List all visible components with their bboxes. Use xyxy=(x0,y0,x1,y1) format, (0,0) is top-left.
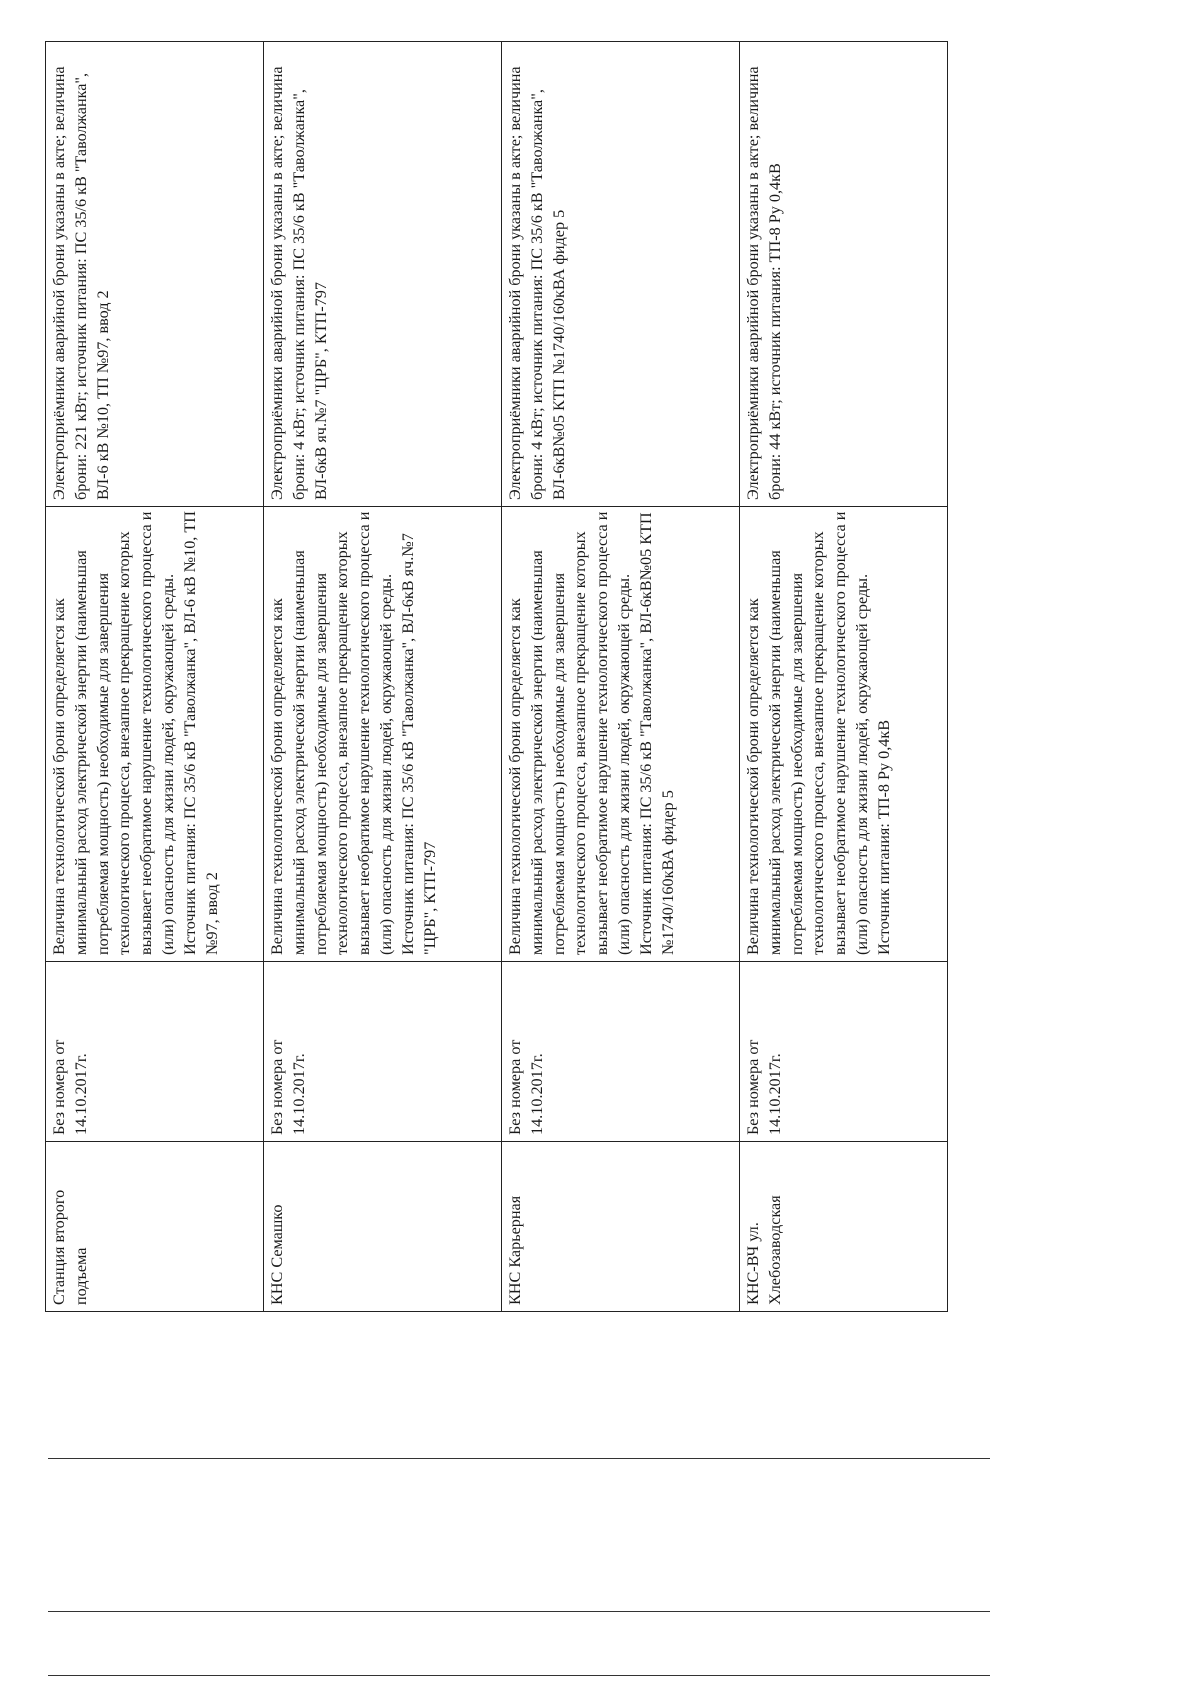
act-reference: Без номера от 14.10.2017г. xyxy=(268,1039,308,1135)
act-cell xyxy=(264,962,502,1142)
tech-reserve-text: Величина технологической брони определяется как минимальный расход электрической энергии (наименьшая потребляемая мощность) необходимые для завершения технологического процесса, внезапное прекращение которых вызывает необратимое нарушение технологического процесса и (или) опасность для жизни людей, окружающей среды. Источник питания: ТП-8 Ру 0,4кВ xyxy=(744,511,893,955)
act-reference: Без номера от 14.10.2017г. xyxy=(744,1039,784,1135)
emergency-reserve-cell xyxy=(264,42,502,507)
tech-reserve-cell xyxy=(502,507,740,962)
facility-name-cell xyxy=(46,1142,264,1312)
emergency-reserve-text: Электроприёмники аварийной брони указаны в акте; величина брони: 4 кВт; источник питания: ПС 35/6 кВ "Таволжанка", ВЛ-6кВ№05 КТП №1740/160кВА фидер 5 xyxy=(506,66,568,500)
facility-name: КНС Карьерная xyxy=(506,1195,524,1305)
reservation-table xyxy=(45,41,948,1312)
rule-line xyxy=(48,1611,990,1612)
emergency-reserve-cell xyxy=(46,42,264,507)
act-cell xyxy=(502,962,740,1142)
facility-name-cell xyxy=(264,1142,502,1312)
table-row xyxy=(502,42,740,1312)
facility-name-cell xyxy=(740,1142,948,1312)
tech-reserve-cell xyxy=(46,507,264,962)
emergency-reserve-cell xyxy=(502,42,740,507)
rotated-table-page xyxy=(45,42,1045,1312)
tech-reserve-cell xyxy=(264,507,502,962)
emergency-reserve-text: Электроприёмники аварийной брони указаны в акте; величина брони: 4 кВт; источник питания: ПС 35/6 кВ "Таволжанка", ВЛ-6кВ яч.№7 "ЦРБ", КТП-797 xyxy=(268,66,330,500)
tech-reserve-text: Величина технологической брони определяется как минимальный расход электрической энергии (наименьшая потребляемая мощность) необходимые для завершения технологического процесса, внезапное прекращение которых вызывает необратимое нарушение технологического процесса и (или) опасность для жизни людей, окружающей среды. Источник питания: ПС 35/6 кВ "Таволжанка", ВЛ-6 кВ №10, ТП №97, ввод 2 xyxy=(50,511,221,955)
emergency-reserve-text: Электроприёмники аварийной брони указаны в акте; величина брони: 221 кВт; источник питания: ПС 35/6 кВ "Таволжанка", ВЛ-6 кВ №10, ТП №97, ввод 2 xyxy=(50,66,112,500)
tech-reserve-cell xyxy=(740,507,948,962)
facility-name-cell xyxy=(502,1142,740,1312)
table-row xyxy=(264,42,502,1312)
table-row xyxy=(46,42,264,1312)
rule-line xyxy=(48,1458,990,1459)
facility-name: КНС Семашко xyxy=(268,1204,286,1305)
act-reference: Без номера от 14.10.2017г. xyxy=(506,1039,546,1135)
act-cell xyxy=(46,962,264,1142)
facility-name: Станция второго подъема xyxy=(50,1189,90,1305)
table-row xyxy=(740,42,948,1312)
emergency-reserve-cell xyxy=(740,42,948,507)
tech-reserve-text: Величина технологической брони определяется как минимальный расход электрической энергии (наименьшая потребляемая мощность) необходимые для завершения технологического процесса, внезапное прекращение которых вызывает необратимое нарушение технологического процесса и (или) опасность для жизни людей, окружающей среды. Источник питания: ПС 35/6 кВ "Таволжанка", ВЛ-6кВ№05 КТП №1740/160кВА фидер 5 xyxy=(506,511,677,955)
emergency-reserve-text: Электроприёмники аварийной брони указаны в акте; величина брони: 44 кВт; источник питания: ТП-8 Ру 0,4кВ xyxy=(744,66,784,500)
act-cell xyxy=(740,962,948,1142)
rule-line xyxy=(48,1675,990,1676)
facility-name: КНС-ВЧ ул. Хлебозаводская xyxy=(744,1195,784,1305)
act-reference: Без номера от 14.10.2017г. xyxy=(50,1039,90,1135)
tech-reserve-text: Величина технологической брони определяется как минимальный расход электрической энергии (наименьшая потребляемая мощность) необходимые для завершения технологического процесса, внезапное прекращение которых вызывает необратимое нарушение технологического процесса и (или) опасность для жизни людей, окружающей среды. Источник питания: ПС 35/6 кВ "Таволжанка", ВЛ-6кВ яч.№7 "ЦРБ", КТП-797 xyxy=(268,511,439,955)
